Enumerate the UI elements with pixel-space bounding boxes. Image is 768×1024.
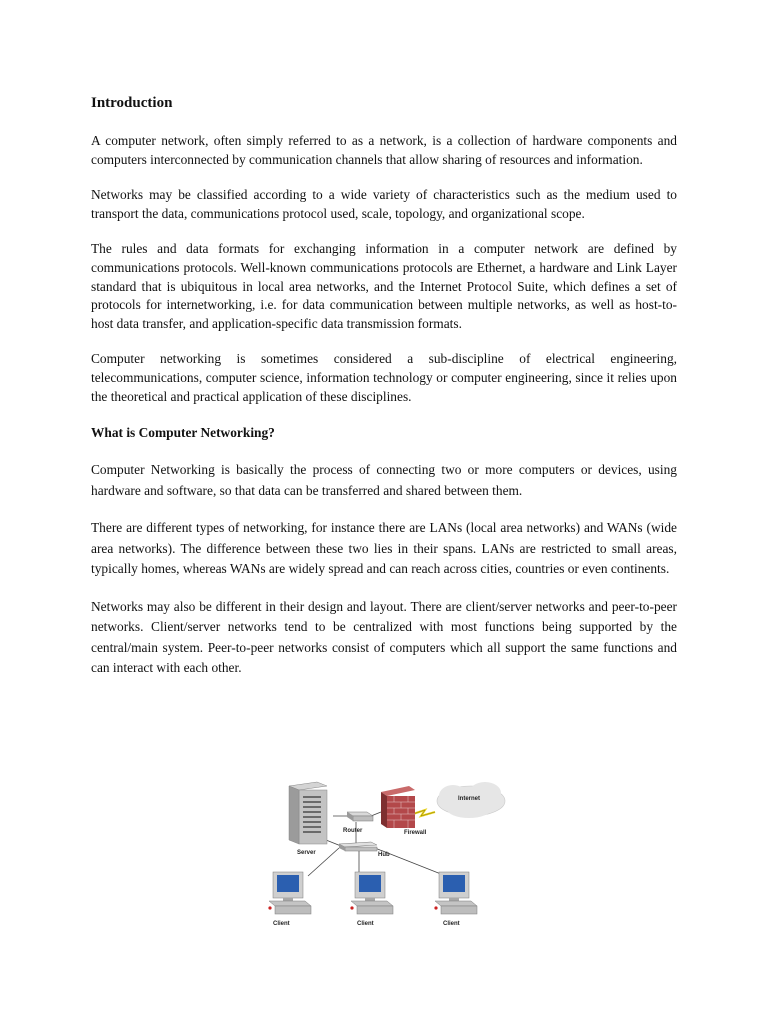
firewall-icon bbox=[381, 786, 415, 828]
network-diagram bbox=[263, 776, 515, 928]
page-title: Introduction bbox=[91, 95, 173, 111]
router-icon bbox=[347, 812, 373, 821]
client-label-3: Client bbox=[443, 921, 460, 927]
networking-paragraph-2: There are different types of networking, for instance there are LANs (local area networks) and WANs (wide area networks). The difference between these two lies in their spans. LANs are restricted to small areas, typically homes, whereas WANs are widely spread and can reach across cities, countries or even continents. bbox=[91, 520, 677, 577]
client-label-2: Client bbox=[357, 921, 374, 927]
client-computer-icon bbox=[434, 872, 477, 914]
hub-icon bbox=[339, 842, 377, 851]
client-computer-icon bbox=[350, 872, 393, 914]
networking-paragraph-1: Computer Networking is basically the process of connecting two or more computers or devices, using hardware and software, so that data can be transferred and shared between them. bbox=[91, 462, 677, 498]
networking-paragraph-3: Networks may also be different in their design and layout. There are client/server networks and peer-to-peer networks. Client/server networks tend to be centralized with most functions being supported by the central/main system. Peer-to-peer networks consist of computers which all support the same functions and can interact with each other. bbox=[91, 598, 677, 676]
intro-paragraph-1: A computer network, often simply referred to as a network, is a collection of hardware components and computers interconnected by communication channels that allow sharing of resources and information. bbox=[91, 133, 677, 167]
lightning-icon bbox=[413, 810, 435, 816]
router-label: Router bbox=[343, 828, 363, 834]
client-label-1: Client bbox=[273, 921, 290, 927]
hub-label: Hub bbox=[378, 852, 390, 858]
intro-paragraph-4: Computer networking is sometimes considered a sub-discipline of electrical engineering, telecommunications, computer science, information technology or computer engineering, since it relies upon the theoretical and practical application of these disciplines. bbox=[91, 351, 677, 404]
server-label: Server bbox=[297, 850, 316, 856]
firewall-label: Firewall bbox=[404, 830, 427, 836]
client-computer-icon bbox=[268, 872, 311, 914]
section-heading: What is Computer Networking? bbox=[91, 425, 275, 441]
server-icon bbox=[289, 782, 327, 844]
network-cables bbox=[308, 812, 446, 876]
document-body bbox=[91, 92, 677, 696]
intro-paragraph-3: The rules and data formats for exchanging information in a computer network are defined by communications protocols. Well-known communications protocols are Ethernet, a hardware and Link Layer standard that is ubiquitous in local area networks, and the Internet Protocol Suite, which defines a set of protocols for internetworking, i.e. for data communication between multiple networks, as well as host-to-host data transfer, and application-specific data transmission formats. bbox=[91, 241, 677, 331]
internet-label: Internet bbox=[458, 796, 481, 802]
intro-paragraph-2: Networks may be classified according to a wide variety of characteristics such as the medium used to transport the data, communications protocol used, scale, topology, and organizational scope. bbox=[91, 187, 677, 221]
